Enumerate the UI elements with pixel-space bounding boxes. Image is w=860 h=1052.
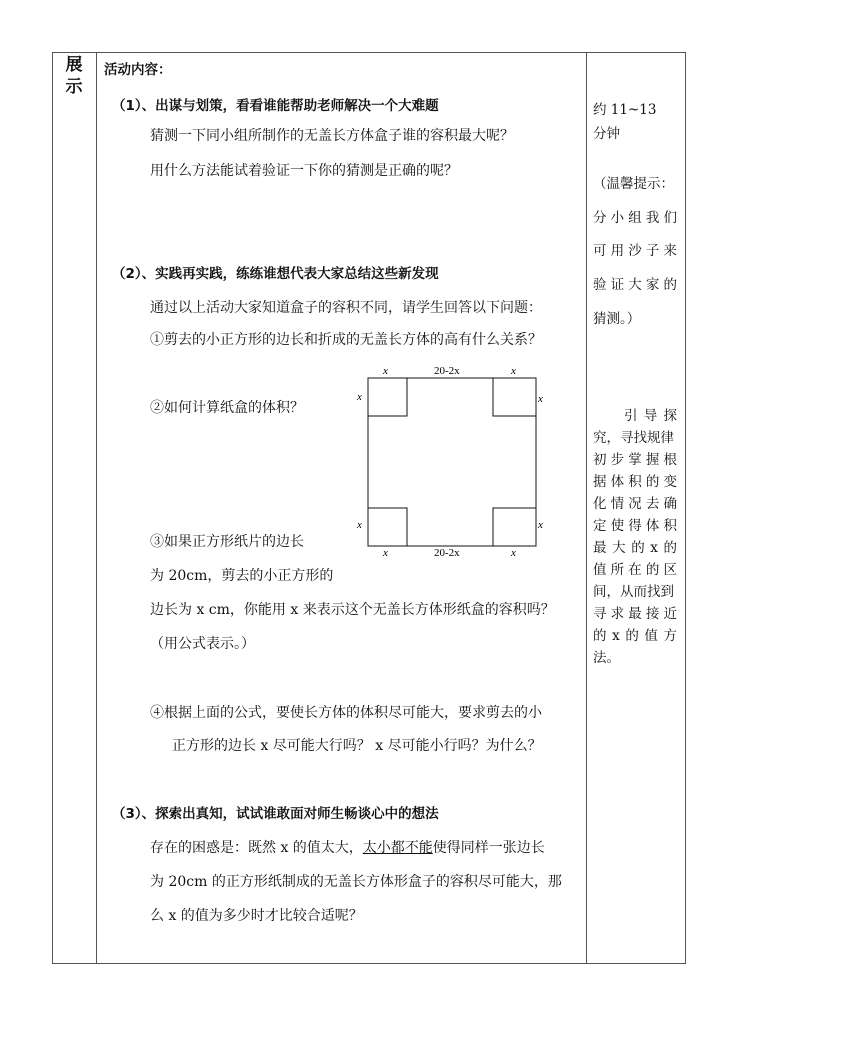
part2-title: （2）、实践再实践，练练谁想代表大家总结这些新发现 <box>112 266 439 282</box>
square-sheet <box>368 378 536 546</box>
part3-line-3: 么 x 的值为多少时才比较合适呢？ <box>150 908 363 924</box>
guide-char: 寻 <box>593 606 607 622</box>
guide-char: 得 <box>628 518 642 534</box>
time-estimate-line-1: 约 11~13 <box>593 102 657 118</box>
guide-line-12: 法。 <box>593 650 620 666</box>
guide-char: 去 <box>645 496 660 512</box>
tip-line-5: 猜测。） <box>593 311 641 327</box>
tip-line-1: （温馨提示： <box>593 176 674 192</box>
tip-line-2 <box>593 208 677 228</box>
guide-char: 确 <box>663 496 677 512</box>
tip-char: 我 <box>645 210 660 226</box>
tip-char: 小 <box>610 210 625 226</box>
guide-char: 值 <box>644 628 658 644</box>
guide-char: 的 <box>593 628 607 644</box>
guide-char: 所 <box>610 562 625 578</box>
guide-line-2: 究，寻找规律 <box>593 430 674 446</box>
guide-char: 定 <box>593 518 607 534</box>
guide-char: 最 <box>593 540 607 556</box>
guide-char: x <box>612 628 620 644</box>
label-bottom-mid: 20-2x <box>434 547 460 558</box>
guide-char: 的 <box>663 540 677 556</box>
part2-question-2: ②如何计算纸盒的体积？ <box>150 400 304 416</box>
part3-title: （3）、探索出真知，试试谁敢面对师生畅谈心中的想法 <box>112 806 439 822</box>
label-right-bottom: x <box>538 519 543 531</box>
guide-char: 体 <box>610 474 625 490</box>
guide-char: x <box>650 540 658 556</box>
guide-char: 值 <box>593 562 607 578</box>
part3-line-1-underlined: 太小都不能 <box>362 840 433 856</box>
label-left-top: x <box>357 391 362 403</box>
label-right-top: x <box>538 393 543 405</box>
corner-square-bottom-right <box>493 508 536 546</box>
corner-square-top-right <box>493 378 536 416</box>
tip-char: 组 <box>628 210 642 226</box>
label-bottom-right: x <box>511 547 516 558</box>
section-label-char-2: 示 <box>65 77 83 97</box>
label-top-mid: 20-2x <box>434 365 460 377</box>
part1-line-2: 用什么方法能试着验证一下你的猜测是正确的呢？ <box>150 163 458 179</box>
tip-char: 证 <box>610 277 625 293</box>
box-net-diagram <box>352 362 552 558</box>
tip-char: 大 <box>628 277 642 293</box>
tip-char: 的 <box>663 277 677 293</box>
column-divider-left <box>96 53 97 963</box>
guide-char: 初 <box>593 452 607 468</box>
guide-line-4 <box>593 472 677 492</box>
guide-char: 积 <box>663 518 677 534</box>
guide-char: 况 <box>628 496 642 512</box>
guide-char: 掌 <box>628 452 642 468</box>
guide-char: 体 <box>645 518 660 534</box>
guide-line-8 <box>593 560 677 580</box>
corner-square-top-left <box>368 378 407 416</box>
part3-line-1-a: 存在的困惑是：既然 x 的值太大， <box>150 840 363 856</box>
guide-char: 最 <box>628 606 642 622</box>
guide-char: 大 <box>612 540 626 556</box>
guide-char: 握 <box>645 452 660 468</box>
label-left-bottom: x <box>357 519 362 531</box>
guide-line-1 <box>624 406 677 426</box>
guide-char: 化 <box>593 496 607 512</box>
tip-char: 用 <box>610 243 625 259</box>
column-divider-right <box>586 53 587 963</box>
part2-question-1: ①剪去的小正方形的边长和折成的无盖长方体的高有什么关系？ <box>150 332 542 348</box>
guide-line-5 <box>593 494 677 514</box>
guide-char: 积 <box>628 474 642 490</box>
guide-char: 的 <box>645 474 660 490</box>
guide-line-9: 间，从而找到 <box>593 584 674 600</box>
guide-char: 区 <box>663 562 677 578</box>
part3-line-2: 为 20cm 的正方形纸制成的无盖长方体形盒子的容积尽可能大，那 <box>150 874 562 890</box>
tip-char: 分 <box>593 210 607 226</box>
corner-square-bottom-left <box>368 508 407 546</box>
part2-question-3-line-3: 边长为 x cm，你能用 x 来表示这个无盖长方体形纸盒的容积吗？ <box>150 602 555 618</box>
activity-heading: 活动内容： <box>104 62 172 78</box>
guide-char: 探 <box>663 408 677 424</box>
section-label-char-1: 展 <box>65 55 83 75</box>
part2-question-3-line-2: 为 20cm，剪去的小正方形的 <box>150 568 334 584</box>
part1-title: （1）、出谋与划策，看看谁能帮助老师解决一个大难题 <box>112 98 439 114</box>
label-top-left: x <box>383 365 388 377</box>
guide-char: 情 <box>610 496 625 512</box>
guide-line-11 <box>593 626 677 646</box>
guide-char: 在 <box>628 562 642 578</box>
tip-char: 家 <box>645 277 660 293</box>
part3-line-1 <box>150 838 545 858</box>
guide-char: 的 <box>645 562 660 578</box>
part1-line-1: 猜测一下同小组所制作的无盖长方体盒子谁的容积最大呢？ <box>150 128 514 144</box>
part2-question-3-line-4: （用公式表示。） <box>150 636 255 652</box>
tip-line-3 <box>593 241 677 261</box>
time-estimate-line-2: 分钟 <box>593 126 620 142</box>
tip-char: 来 <box>663 243 677 259</box>
part2-question-3-line-1: ③如果正方形纸片的边长 <box>150 534 304 550</box>
guide-char: 方 <box>663 628 677 644</box>
tip-char: 可 <box>593 243 607 259</box>
tip-char: 们 <box>663 210 677 226</box>
guide-line-3 <box>593 450 677 470</box>
part2-question-4-line-1: ④根据上面的公式，要使长方体的体积尽可能大，要求剪去的小 <box>150 705 542 721</box>
guide-char: 根 <box>663 452 677 468</box>
guide-char: 接 <box>645 606 660 622</box>
part2-intro: 通过以上活动大家知道盒子的容积不同，请学生回答以下问题： <box>150 300 542 316</box>
tip-char: 沙 <box>628 243 642 259</box>
label-top-right: x <box>511 365 516 377</box>
guide-char: 求 <box>610 606 625 622</box>
guide-line-10 <box>593 604 677 624</box>
guide-line-6 <box>593 516 677 536</box>
guide-char: 变 <box>663 474 677 490</box>
guide-char: 步 <box>610 452 625 468</box>
guide-char: 导 <box>643 408 658 424</box>
guide-char: 近 <box>663 606 677 622</box>
guide-line-7 <box>593 538 677 558</box>
tip-line-4 <box>593 275 677 295</box>
guide-char: 引 <box>624 408 638 424</box>
tip-char: 验 <box>593 277 607 293</box>
tip-char: 子 <box>645 243 660 259</box>
part2-question-4-line-2: 正方形的边长 x 尽可能大行吗？ x 尽可能小行吗？为什么？ <box>172 738 542 754</box>
guide-char: 的 <box>625 628 639 644</box>
guide-char: 的 <box>631 540 645 556</box>
guide-char: 据 <box>593 474 607 490</box>
part3-line-1-b: 使得同样一张边长 <box>432 840 545 856</box>
label-bottom-left: x <box>383 547 388 558</box>
guide-char: 使 <box>610 518 625 534</box>
